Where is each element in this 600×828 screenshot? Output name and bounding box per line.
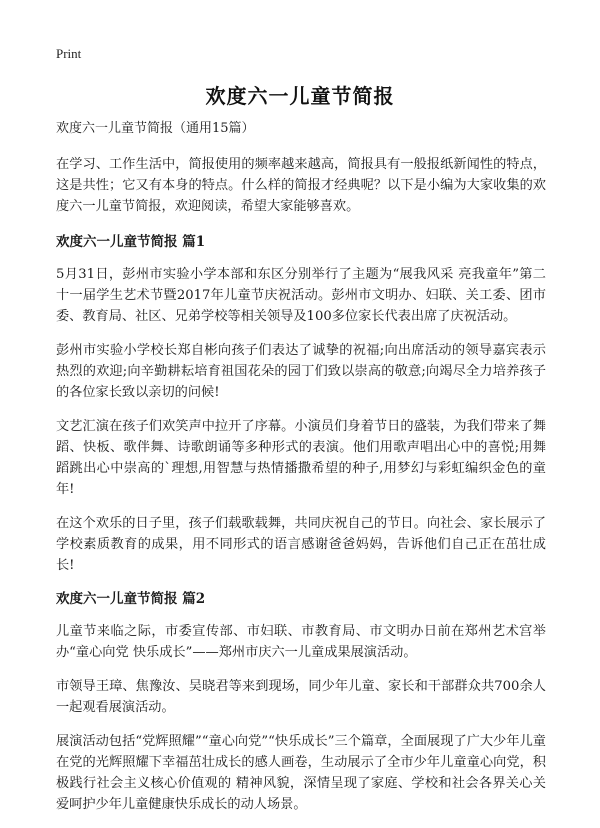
- paragraph: 儿童节来临之际，市委宣传部、市妇联、市教育局、市文明办日前在郑州艺术宫举办“童心向党 快乐成长”——郑州市庆六一儿童成果展演活动。: [56, 624, 546, 660]
- section-heading: 欢度六一儿童节简报 篇1: [56, 234, 206, 250]
- section-1: [56, 232, 546, 576]
- section-2: [56, 589, 546, 815]
- document-title: 欢度六一儿童节简报: [205, 84, 395, 108]
- document-body: [56, 120, 546, 828]
- paragraph: 在这个欢乐的日子里，孩子们载歌载舞，共同庆祝自己的节日。向社会、家长展示了学校素质教育的成果，用不同形式的语言感谢爸爸妈妈，告诉他们自己正在茁壮成长!: [56, 516, 546, 573]
- document-subtitle: 欢度六一儿童节简报（通用15篇）: [56, 121, 255, 136]
- paragraph: 展演活动包括“党辉照耀”“童心向党”“快乐成长”三个篇章，全面展现了广大少年儿童在党的光辉照耀下幸福茁壮成长的感人画卷，生动展示了全市少年儿童童心向党，积极践行社会主义核心价值观的 精神风貌，深情呈现了家庭、学校和社会各界关心关爱呵护少年儿童健康快乐成长的动人场景。: [56, 734, 546, 812]
- paragraph: 市领导王璋、焦豫汝、吴晓君等来到现场，同少年儿童、家长和干部群众共700余人一起观看展演活动。: [56, 679, 546, 715]
- intro-paragraph: 在学习、工作生活中，简报使用的频率越来越高，简报具有一般报纸新闻性的特点，这是共性；它又有本身的特点。什么样的简报才经典呢？以下是小编为大家收集的欢度六一儿童节简报，欢迎阅读，希望大家能够喜欢。: [56, 157, 546, 214]
- print-label[interactable]: Print: [56, 46, 82, 61]
- paragraph: 文艺汇演在孩子们欢笑声中拉开了序幕。小演员们身着节日的盛装，为我们带来了舞蹈、快板、歌伴舞、诗歌朗诵等多种形式的表演。他们用歌声唱出心中的喜悦;用舞蹈跳出心中崇高的`理想,用智慧与热情播撒希望的种子,用梦幻与彩虹编织金色的童年!: [56, 419, 546, 497]
- paragraph: 5月31日，彭州市实验小学本部和东区分别举行了主题为“展我风采 亮我童年”第二十一届学生艺术节暨2017年儿童节庆祝活动。彭州市文明办、妇联、关工委、团市委、教育局、社区、兄弟学校等相关领导及100多位家长代表出席了庆祝活动。: [56, 267, 546, 324]
- paragraph: 彭州市实验小学校长郑自彬向孩子们表达了诚挚的祝福;向出席活动的领导嘉宾表示热烈的欢迎;向辛勤耕耘培育祖国花朵的园丁们致以崇高的敬意;向竭尽全力培养孩子的各位家长致以亲切的问候!: [56, 343, 546, 400]
- section-heading: 欢度六一儿童节简报 篇2: [56, 591, 206, 607]
